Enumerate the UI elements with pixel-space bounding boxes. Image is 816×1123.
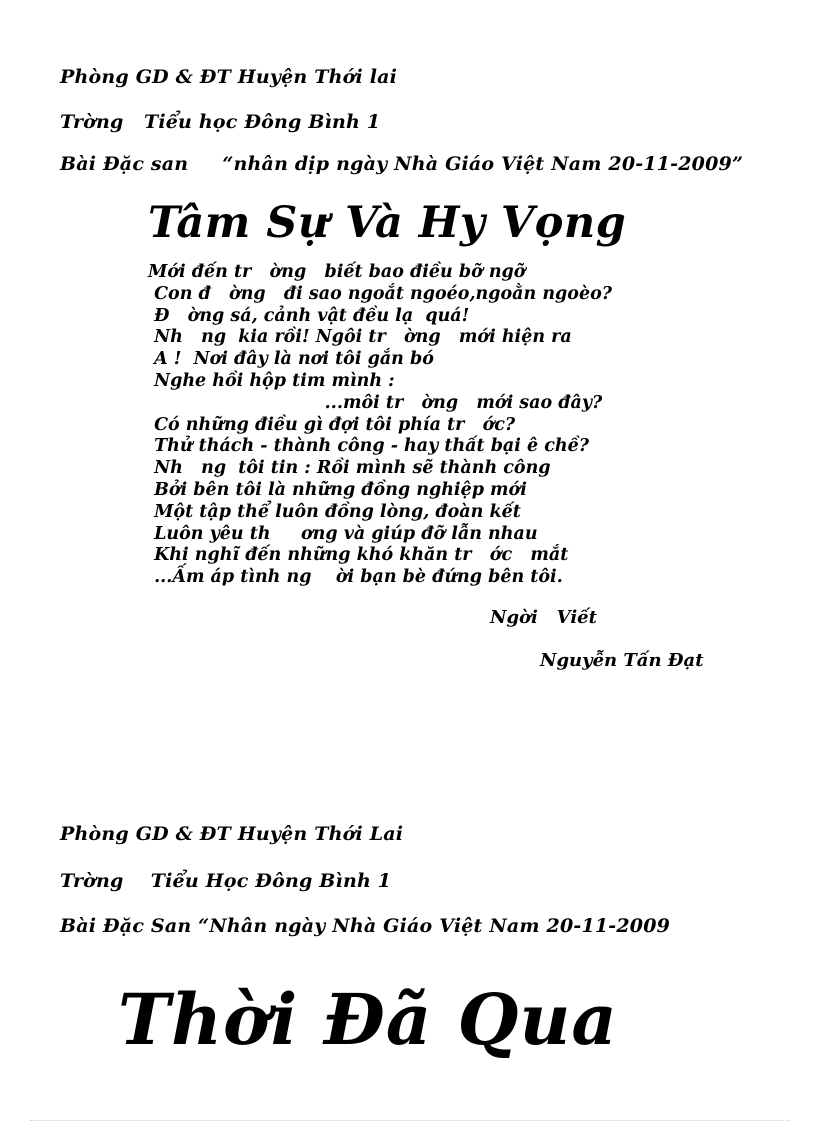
poem-line: Nh ng kia rồi! Ngôi tr ờng mới hiện ra [148,327,572,348]
school-header: Trờng Tiểu học Đông Bình 1 [60,111,381,133]
poem-line: Nh ng tôi tin : Rồi mình sẽ thành công [148,458,551,479]
poem-line: Một tập thể luôn đồng lòng, đoàn kết [148,501,521,522]
poem-line: ...Ấm áp tình ng ời bạn bè đứng bên tôi. [148,567,563,588]
poem-line: Bởi bên tôi là những đồng nghiệp mới [148,479,527,500]
poem-line: Có những điều gì đợi tôi phía tr ớc? [148,414,516,435]
signature-name: Nguyễn Tấn Đạt [540,650,704,671]
office-header: Phòng GD & ĐT Huyện Thới lai [60,66,398,88]
page2-title: Thời Đã Qua [118,978,618,1061]
poem-line: Mới đến tr ờng biết bao điều bỡ ngỡ [148,262,526,282]
poem-line: Thử thách - thành công - hay thất bại ê chề? [148,436,590,457]
article-header: Bài Đặc san “nhân dịp ngày Nhà Giáo Việt Nam 20-11-2009” [60,153,744,175]
poem-body [148,262,612,589]
poem-line: Khi nghĩ đến những khó khăn tr ớc mắt [148,545,569,566]
poem-line: Luôn yêu th ơng và giúp đỡ lẫn nhau [148,523,538,544]
poem-line: Con đ ờng đi sao ngoắt ngoéo,ngoằn ngoèo? [148,283,613,304]
poem-line: ...môi tr ờng mới sao đây? [148,392,603,413]
article-header-2: Bài Đặc San “Nhân ngày Nhà Giáo Việt Nam 20-11-2009 [60,915,671,937]
school-header-2: Trờng Tiểu Học Đông Bình 1 [60,870,392,892]
poem-title: Tâm Sự Và Hy Vọng [148,198,627,248]
poem-line: Đ ờng sá, cảnh vật đều lạ quá! [148,305,470,326]
page-bottom-divider [30,1120,790,1121]
poem-line: Nghe hồi hộp tim mình : [148,370,395,391]
office-header-2: Phòng GD & ĐT Huyện Thới Lai [60,823,404,845]
poem-line: A ! Nơi đây là nơi tôi gắn bó [148,349,434,370]
signature-role: Ngời Viết [490,607,597,628]
